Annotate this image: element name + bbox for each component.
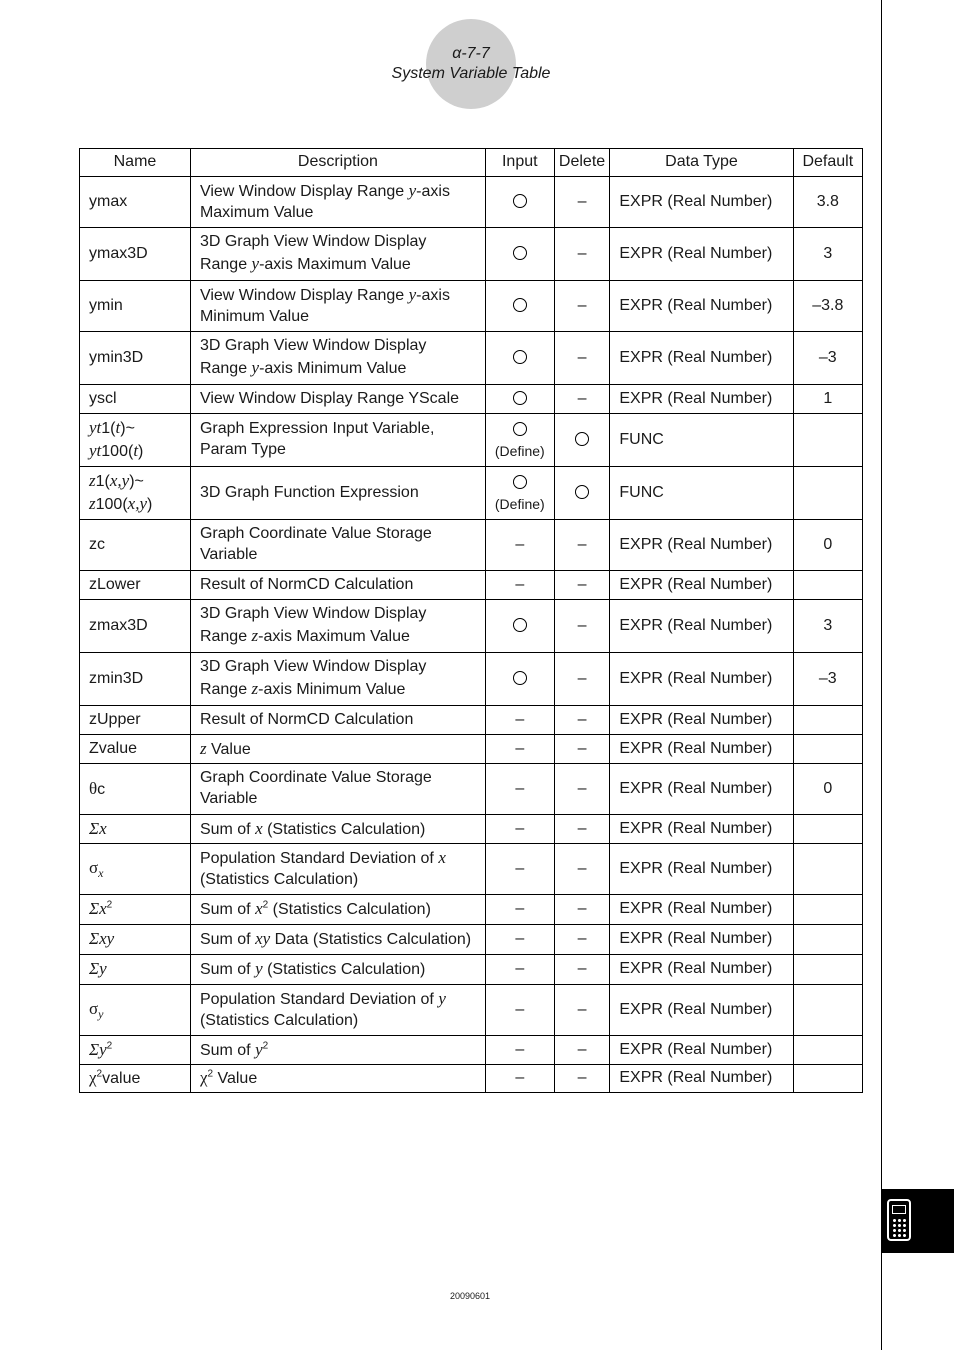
variable-description: 3D Graph View Window Display Range y-axis Maximum Value	[190, 228, 485, 281]
table-row	[80, 520, 863, 571]
table-row	[80, 653, 863, 706]
variable-description: Sum of $y^2$	[190, 1036, 485, 1065]
delete-cell: –	[554, 985, 610, 1036]
input-cell	[485, 414, 554, 467]
variable-description: 3D Graph View Window Display Range y-axis Minimum Value	[190, 332, 485, 385]
variable-description: Result of NormCD Calculation	[190, 571, 485, 600]
default-cell	[793, 1065, 862, 1093]
default-cell	[793, 735, 862, 764]
circle-mark-icon	[513, 475, 527, 489]
delete-cell: –	[554, 177, 610, 228]
default-cell	[793, 895, 862, 925]
default-cell: 3.8	[793, 177, 862, 228]
variable-name: zmax3D	[80, 600, 191, 653]
data-type-cell: EXPR (Real Number)	[610, 653, 793, 706]
delete-cell: –	[554, 706, 610, 735]
circle-mark-icon	[575, 432, 589, 446]
table-row	[80, 815, 863, 844]
input-cell: –	[485, 1036, 554, 1065]
variable-name: yt1(t)~ yt100(t)	[80, 414, 191, 467]
delete-cell	[554, 467, 610, 520]
variable-name: zUpper	[80, 706, 191, 735]
default-cell: 1	[793, 385, 862, 414]
variable-name: θc	[80, 764, 191, 815]
variable-name: Σxy	[80, 925, 191, 955]
right-margin-rule	[881, 0, 882, 1350]
delete-cell: –	[554, 955, 610, 985]
variable-name: zLower	[80, 571, 191, 600]
page-code: α-7-7	[452, 45, 490, 62]
default-cell: –3.8	[793, 281, 862, 332]
table-row	[80, 571, 863, 600]
input-cell: –	[485, 1065, 554, 1093]
default-cell: 3	[793, 228, 862, 281]
variable-description: Population Standard Deviation of y (Statistics Calculation)	[190, 985, 485, 1036]
input-cell: –	[485, 706, 554, 735]
variable-description: Sum of $x^2$ (Statistics Calculation)	[190, 895, 485, 925]
data-type-cell: EXPR (Real Number)	[610, 895, 793, 925]
footer-code: 20090601	[449, 1291, 491, 1301]
input-cell: –	[485, 520, 554, 571]
data-type-cell: EXPR (Real Number)	[610, 925, 793, 955]
column-header-data-type: Data Type	[610, 149, 793, 177]
input-cell: –	[485, 571, 554, 600]
variable-name: z1(x,y)~ z100(x,y)	[80, 467, 191, 520]
data-type-cell: FUNC	[610, 414, 793, 467]
default-cell: 0	[793, 520, 862, 571]
data-type-cell: FUNC	[610, 467, 793, 520]
data-type-cell: EXPR (Real Number)	[610, 281, 793, 332]
delete-cell: –	[554, 653, 610, 706]
variable-description: Result of NormCD Calculation	[190, 706, 485, 735]
data-type-cell: EXPR (Real Number)	[610, 764, 793, 815]
input-cell	[485, 653, 554, 706]
delete-cell: –	[554, 764, 610, 815]
chapter-tab	[882, 1189, 954, 1253]
variable-name: Zvalue	[80, 735, 191, 764]
default-cell: 3	[793, 600, 862, 653]
variable-name: $\sigma_x$	[80, 844, 191, 895]
circle-mark-icon	[513, 618, 527, 632]
delete-cell: –	[554, 571, 610, 600]
variable-name: zmin3D	[80, 653, 191, 706]
variable-description: Graph Expression Input Variable, Param Type	[190, 414, 485, 467]
variable-description: View Window Display Range YScale	[190, 385, 485, 414]
table-row	[80, 735, 863, 764]
default-cell: –3	[793, 653, 862, 706]
data-type-cell: EXPR (Real Number)	[610, 520, 793, 571]
circle-mark-icon	[513, 194, 527, 208]
variable-description: Sum of xy Data (Statistics Calculation)	[190, 925, 485, 955]
variable-description: 3D Graph View Window Display Range z-axis Maximum Value	[190, 600, 485, 653]
data-type-cell: EXPR (Real Number)	[610, 844, 793, 895]
table-row	[80, 706, 863, 735]
delete-cell: –	[554, 735, 610, 764]
table-row	[80, 925, 863, 955]
input-cell: –	[485, 955, 554, 985]
variable-description: View Window Display Range y-axis Minimum Value	[190, 281, 485, 332]
data-type-cell: EXPR (Real Number)	[610, 1036, 793, 1065]
input-cell: –	[485, 815, 554, 844]
circle-mark-icon	[513, 391, 527, 405]
default-cell	[793, 467, 862, 520]
data-type-cell: EXPR (Real Number)	[610, 955, 793, 985]
column-header-delete: Delete	[554, 149, 610, 177]
data-type-cell: EXPR (Real Number)	[610, 1065, 793, 1093]
variable-name: zc	[80, 520, 191, 571]
input-cell	[485, 228, 554, 281]
default-cell	[793, 955, 862, 985]
data-type-cell: EXPR (Real Number)	[610, 815, 793, 844]
input-cell: –	[485, 985, 554, 1036]
input-cell: –	[485, 735, 554, 764]
default-cell	[793, 414, 862, 467]
page-title: System Variable Table	[391, 65, 551, 82]
data-type-cell: EXPR (Real Number)	[610, 385, 793, 414]
delete-cell: –	[554, 520, 610, 571]
table-row	[80, 1065, 863, 1093]
table-row	[80, 1036, 863, 1065]
data-type-cell: EXPR (Real Number)	[610, 228, 793, 281]
input-cell: –	[485, 844, 554, 895]
table-row	[80, 600, 863, 653]
define-label: (Define)	[494, 496, 545, 513]
data-type-cell: EXPR (Real Number)	[610, 332, 793, 385]
default-cell	[793, 815, 862, 844]
column-header-default: Default	[793, 149, 862, 177]
variable-description: 3D Graph Function Expression	[190, 467, 485, 520]
default-cell: –3	[793, 332, 862, 385]
variable-description: z Value	[190, 735, 485, 764]
table-row	[80, 385, 863, 414]
input-cell	[485, 281, 554, 332]
input-cell	[485, 332, 554, 385]
table-row	[80, 764, 863, 815]
data-type-cell: EXPR (Real Number)	[610, 600, 793, 653]
system-variable-table	[79, 148, 863, 1093]
delete-cell: –	[554, 385, 610, 414]
variable-name: $\Sigma y^2$	[80, 1036, 191, 1065]
data-type-cell: EXPR (Real Number)	[610, 571, 793, 600]
table-row	[80, 895, 863, 925]
default-cell: 0	[793, 764, 862, 815]
input-cell	[485, 177, 554, 228]
variable-name: $\sigma_y$	[80, 985, 191, 1036]
delete-cell: –	[554, 332, 610, 385]
delete-cell: –	[554, 925, 610, 955]
default-cell	[793, 1036, 862, 1065]
delete-cell: –	[554, 228, 610, 281]
circle-mark-icon	[513, 246, 527, 260]
variable-description: Graph Coordinate Value Storage Variable	[190, 764, 485, 815]
table-row	[80, 228, 863, 281]
table-row	[80, 844, 863, 895]
delete-cell: –	[554, 1065, 610, 1093]
variable-description: Sum of x (Statistics Calculation)	[190, 815, 485, 844]
circle-mark-icon	[513, 298, 527, 312]
variable-name: ymin3D	[80, 332, 191, 385]
column-header-description: Description	[190, 149, 485, 177]
table-row	[80, 985, 863, 1036]
default-cell	[793, 985, 862, 1036]
variable-description: $\chi^2$ Value	[190, 1065, 485, 1093]
default-cell	[793, 571, 862, 600]
variable-description: View Window Display Range y-axis Maximum Value	[190, 177, 485, 228]
variable-name: Σy	[80, 955, 191, 985]
input-cell	[485, 600, 554, 653]
variable-name: yscl	[80, 385, 191, 414]
variable-description: Graph Coordinate Value Storage Variable	[190, 520, 485, 571]
delete-cell	[554, 414, 610, 467]
input-cell	[485, 385, 554, 414]
circle-mark-icon	[513, 671, 527, 685]
variable-name: ymin	[80, 281, 191, 332]
delete-cell: –	[554, 1036, 610, 1065]
table-row	[80, 281, 863, 332]
input-cell	[485, 467, 554, 520]
header-circle	[426, 19, 516, 109]
circle-mark-icon	[575, 485, 589, 499]
data-type-cell: EXPR (Real Number)	[610, 706, 793, 735]
default-cell	[793, 925, 862, 955]
table-row	[80, 955, 863, 985]
variable-description: Population Standard Deviation of x (Statistics Calculation)	[190, 844, 485, 895]
variable-name: ymax	[80, 177, 191, 228]
table-row	[80, 414, 863, 467]
data-type-cell: EXPR (Real Number)	[610, 735, 793, 764]
table-header-row	[80, 149, 863, 177]
default-cell	[793, 844, 862, 895]
variable-name: ymax3D	[80, 228, 191, 281]
delete-cell: –	[554, 815, 610, 844]
column-header-name: Name	[80, 149, 191, 177]
column-header-input: Input	[485, 149, 554, 177]
variable-name: $\chi^2value$	[80, 1065, 191, 1093]
default-cell	[793, 706, 862, 735]
table-row	[80, 332, 863, 385]
input-cell: –	[485, 764, 554, 815]
delete-cell: –	[554, 895, 610, 925]
delete-cell: –	[554, 844, 610, 895]
table-row	[80, 467, 863, 520]
data-type-cell: EXPR (Real Number)	[610, 985, 793, 1036]
variable-name: Σx	[80, 815, 191, 844]
input-cell: –	[485, 895, 554, 925]
define-label: (Define)	[494, 443, 545, 460]
delete-cell: –	[554, 600, 610, 653]
table-row	[80, 177, 863, 228]
circle-mark-icon	[513, 422, 527, 436]
variable-name: $\Sigma x^2$	[80, 895, 191, 925]
variable-description: 3D Graph View Window Display Range z-axis Minimum Value	[190, 653, 485, 706]
input-cell: –	[485, 925, 554, 955]
delete-cell: –	[554, 281, 610, 332]
calculator-icon	[887, 1199, 911, 1241]
circle-mark-icon	[513, 350, 527, 364]
variable-description: Sum of y (Statistics Calculation)	[190, 955, 485, 985]
data-type-cell: EXPR (Real Number)	[610, 177, 793, 228]
